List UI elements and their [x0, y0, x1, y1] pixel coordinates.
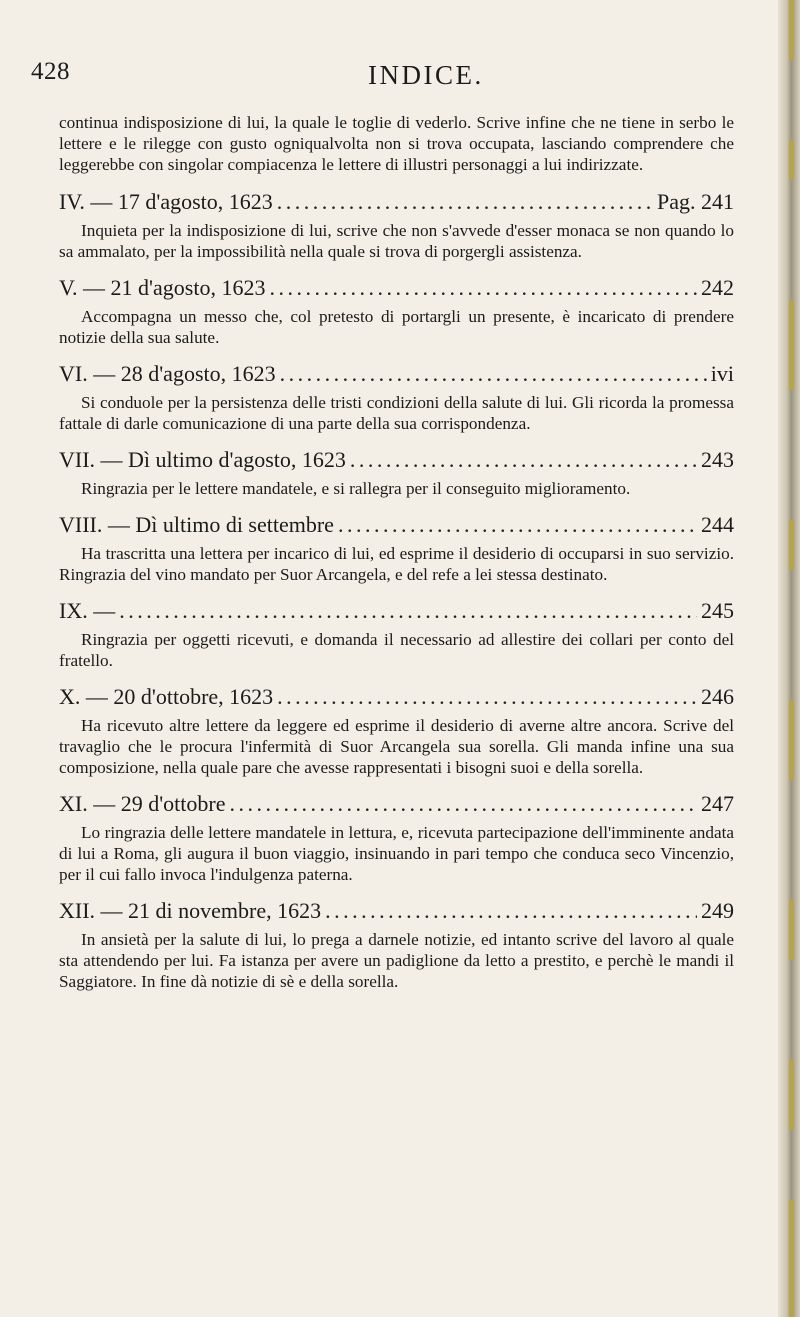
- index-entry-vii: [59, 447, 734, 499]
- index-entry-xi: [59, 791, 734, 885]
- entry-date: IV. — 17 d'agosto, 1623: [59, 189, 273, 214]
- entry-heading: [59, 447, 734, 473]
- edge-stain: [789, 140, 794, 180]
- entry-date: X. — 20 d'ottobre, 1623: [59, 684, 274, 709]
- entry-summary: Ha ricevuto altre lettere da leggere ed esprime il desiderio di averne altre ancora. Scrive del travaglio che le procura l'infermità di Suor Arcangela sua sorella. Gli manda infine una sua composizione, nella quale pare che avesse rappresentati i bisogni suoi e della sorella.: [59, 716, 734, 777]
- entry-page-ref: 247: [701, 791, 734, 816]
- edge-stain: [789, 520, 794, 570]
- entry-summary: Accompagna un messo che, col pretesto di portargli un presente, è incaricato di prendere notizie della sua salute.: [59, 307, 734, 347]
- running-head: INDICE.: [368, 60, 484, 90]
- dot-leader: [325, 898, 697, 924]
- edge-stain: [789, 300, 794, 390]
- intro-paragraph: continua indisposizione di lui, la quale le toglie di vederlo. Scrive infine che ne tiene in serbo le lettere e le rilegge con gusto ogniqualvolta non si trova occupata, lasciando comprendere che leggerebbe con singolar compiacenza le lettere di illustri personaggi a lui indirizzate.: [59, 113, 734, 174]
- entry-summary: Ha trascritta una lettera per incarico di lui, ed esprime il desiderio di occuparsi in suo servizio. Ringrazia del vino mandato per Suor Arcangela, e del refe a lei stessa destinato.: [59, 544, 734, 584]
- entry-page-ref: Pag. 241: [657, 189, 734, 214]
- entry-heading: [59, 189, 734, 215]
- entry-date: VI. — 28 d'agosto, 1623: [59, 361, 276, 386]
- entry-page-ref: ivi: [710, 361, 734, 386]
- entry-summary: In ansietà per la salute di lui, lo prega a darnele notizie, ed intanto scrive del lavoro al quale sta attendendo per lui. Fa istanza per avere un padiglione da letto a prestito, e perchè le mandi il Saggiatore. In fine dà notizie di sè e della sorella.: [59, 930, 734, 991]
- entry-summary: Inquieta per la indisposizione di lui, scrive che non s'avvede d'esser monaca se non quando lo sa ammalato, per la impossibilità nella quale si trova di porgergli assistenza.: [59, 221, 734, 261]
- index-entry-xii: [59, 898, 734, 992]
- dot-leader: [277, 684, 697, 710]
- dot-leader: [269, 275, 697, 301]
- index-entry-v: [59, 275, 734, 348]
- entry-page-ref: 245: [701, 598, 734, 623]
- index-entry-x: [59, 684, 734, 778]
- edge-stain: [789, 900, 794, 960]
- entry-summary: Lo ringrazia delle lettere mandatele in lettura, e, ricevuta partecipazione dell'imminente andata di lui a Roma, gli augura il buon viaggio, insinuando in pari tempo che conduca seco Vincenzio, per il cui fallo invoca l'indulgenza paterna.: [59, 823, 734, 884]
- entry-page-ref: 243: [701, 447, 734, 472]
- entry-page-ref: 246: [701, 684, 734, 709]
- entry-date: V. — 21 d'agosto, 1623: [59, 275, 266, 300]
- entry-heading: [59, 791, 734, 817]
- edge-stain: [789, 0, 794, 60]
- index-entry-vi: [59, 361, 734, 434]
- entry-heading: [59, 598, 734, 624]
- entry-date: XI. — 29 d'ottobre: [59, 791, 226, 816]
- index-content: [59, 112, 734, 1005]
- entry-page-ref: 242: [701, 275, 734, 300]
- entry-page-ref: 244: [701, 512, 734, 537]
- page-edge: [778, 0, 800, 1317]
- entry-summary: Si conduole per la persistenza delle tristi condizioni della salute di lui. Gli ricorda la promessa fattale di darle comunicazione di una parte della sua corrispondenza.: [59, 393, 734, 433]
- index-entry-ix: [59, 598, 734, 671]
- entry-date: IX. —: [59, 598, 116, 623]
- page-number: 428: [31, 58, 70, 85]
- entry-summary: Ringrazia per le lettere mandatele, e si rallegra per il conseguito miglioramento.: [81, 479, 631, 498]
- entry-heading: [59, 684, 734, 710]
- entry-heading: [59, 512, 734, 538]
- edge-stain: [789, 1200, 794, 1317]
- index-entry-iv: [59, 189, 734, 262]
- dot-leader: [230, 791, 698, 817]
- entry-heading: [59, 275, 734, 301]
- dot-leader: [277, 189, 653, 215]
- entry-heading: [59, 898, 734, 924]
- entry-heading: [59, 361, 734, 387]
- entry-date: VIII. — Dì ultimo di settembre: [59, 512, 334, 537]
- edge-stain: [789, 1060, 794, 1130]
- entry-date: XII. — 21 di novembre, 1623: [59, 898, 322, 923]
- dot-leader: [338, 512, 697, 538]
- entry-date: VII. — Dì ultimo d'agosto, 1623: [59, 447, 346, 472]
- edge-stain: [789, 700, 794, 780]
- entry-summary: Ringrazia per oggetti ricevuti, e domanda il necessario ad allestire dei collari per conto del fratello.: [59, 630, 734, 670]
- dot-leader: [280, 361, 707, 387]
- dot-leader: [119, 598, 697, 624]
- dot-leader: [350, 447, 697, 473]
- index-entry-viii: [59, 512, 734, 585]
- entry-page-ref: 249: [701, 898, 734, 923]
